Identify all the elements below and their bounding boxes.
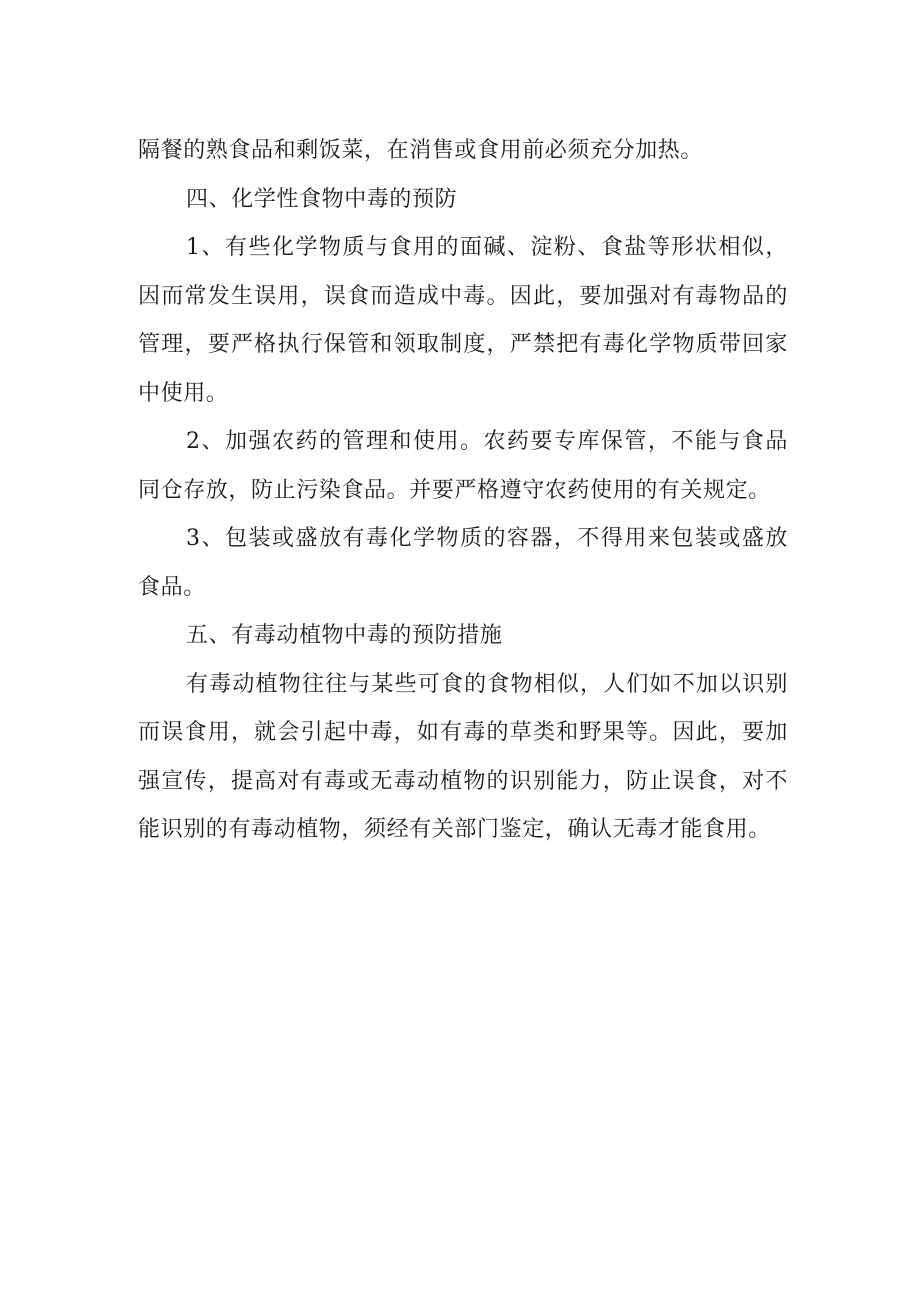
section-heading-chemical-poisoning: 四、化学性食物中毒的预防	[186, 186, 458, 212]
document-body	[138, 127, 788, 855]
paragraph-toxic-plants-animals: 有毒动植物往往与某些可食的食物相似，人们如不加以识别而误食用，就会引起中毒，如有毒的草类和野果等。因此，要加强宣传，提高对有毒或无毒动植物的识别能力，防止误食，对不能识别的有毒动植物，须经有关部门鉴定，确认无毒才能食用。	[138, 671, 788, 842]
paragraph-continued: 隔餐的熟食品和剩饭菜，在消售或食用前必须充分加热。	[138, 138, 704, 163]
paragraph-item-3: 3、包装或盛放有毒化学物质的容器，不得用来包装或盛放食品。	[138, 526, 788, 600]
paragraph-item-1: 1、有些化学物质与食用的面碱、淀粉、食盐等形状相似，因而常发生误用，误食而造成中毒。因此，要加强对有毒物品的管理，要严格执行保管和领取制度，严禁把有毒化学物质带回家中使用。	[138, 235, 788, 406]
paragraph-item-2: 2、加强农药的管理和使用。农药要专库保管，不能与食品同仓存放，防止污染食品。并要严格遵守农药使用的有关规定。	[138, 429, 788, 503]
section-heading-toxic-plants-animals: 五、有毒动植物中毒的预防措施	[186, 623, 503, 648]
